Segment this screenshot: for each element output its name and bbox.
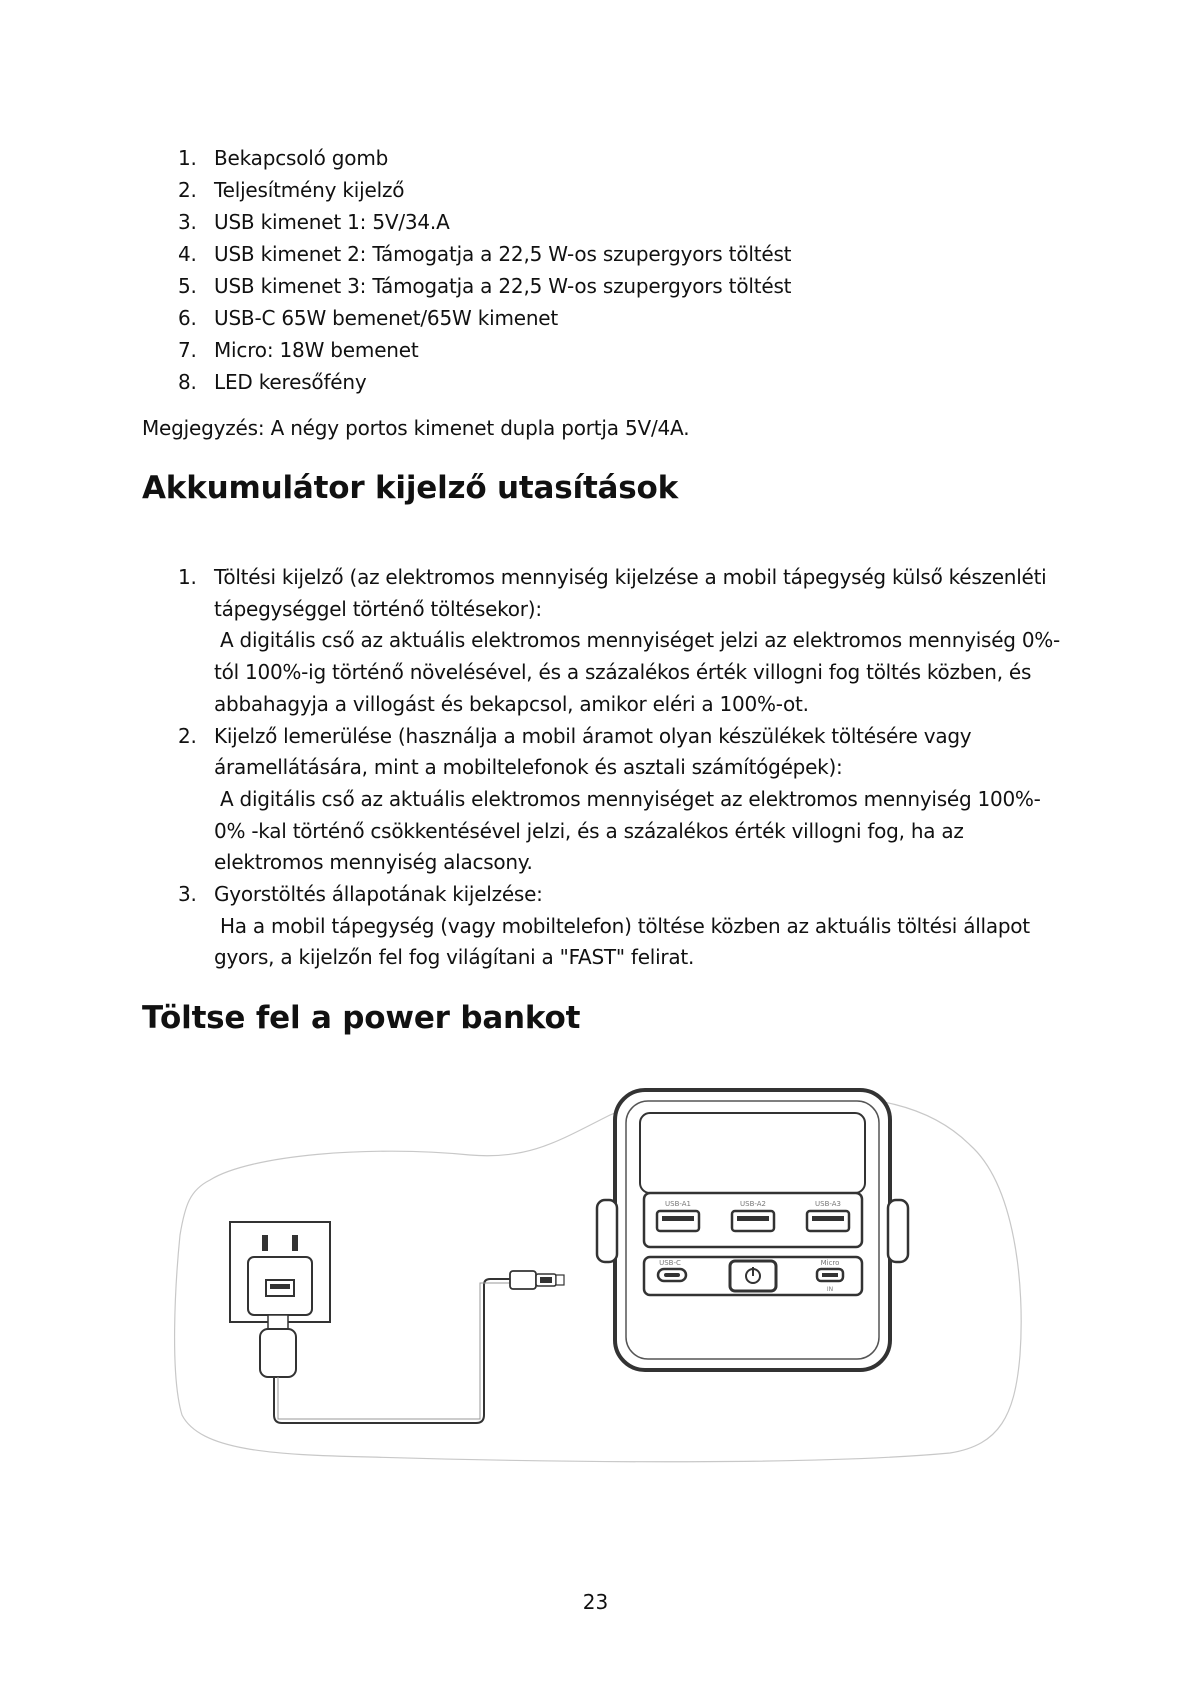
port-sub-label: IN xyxy=(826,1286,834,1293)
list-text: USB kimenet 3: Támogatja a 22,5 W-os szupergyors töltést xyxy=(214,274,792,298)
instruction-line: tápegységgel történő töltésekor): xyxy=(214,596,542,621)
outlet-slot-icon xyxy=(292,1235,298,1251)
list-text: Micro: 18W bemenet xyxy=(214,338,419,362)
note-text: Megjegyzés: A négy portos kimenet dupla portja 5V/4A. xyxy=(142,416,690,440)
list-text: Teljesítmény kijelző xyxy=(214,178,405,202)
list-text: USB kimenet 1: 5V/34.A xyxy=(214,210,450,234)
list-number: 3. xyxy=(178,210,197,234)
instruction-line: 0% -kal történő csökkentésével jelzi, és a százalékos érték villogni fog, ha az xyxy=(214,818,964,843)
page-number: 23 xyxy=(582,1590,609,1614)
section-heading-charge: Töltse fel a power bankot xyxy=(142,1000,581,1036)
left-handle xyxy=(597,1200,617,1262)
instruction-item xyxy=(0,721,1064,880)
instruction-line: Ha a mobil tápegység (vagy mobiltelefon) töltése közben az aktuális töltési állapot xyxy=(220,913,1030,938)
instruction-line: abbahagyja a villogást és bekapcsol, amikor eléri a 100%-ot. xyxy=(214,691,809,716)
power-bank-top-panel xyxy=(640,1113,865,1193)
instruction-line: Töltési kijelző (az elektromos mennyiség kijelzése a mobil tápegység külső készenléti xyxy=(214,565,1047,589)
instruction-number: 3. xyxy=(178,882,197,907)
port-label: USB-C xyxy=(659,1259,681,1267)
instruction-line: Gyorstöltés állapotának kijelzése: xyxy=(214,882,543,907)
port-label: Micro xyxy=(820,1259,840,1267)
instruction-line: A digitális cső az aktuális elektromos mennyiséget jelzi az elektromos mennyiség 0%- xyxy=(220,628,1061,653)
charging-illustration xyxy=(170,1085,1030,1465)
list-number: 8. xyxy=(178,370,197,394)
section-heading-display: Akkumulátor kijelző utasítások xyxy=(142,470,679,506)
list-text: Bekapcsoló gomb xyxy=(214,146,389,170)
usb-plug xyxy=(268,1315,288,1329)
outlet-slot-icon xyxy=(262,1235,268,1251)
right-handle xyxy=(888,1200,908,1262)
instruction-line: tól 100%-ig történő növelésével, és a százalékos érték villogni fog töltés közben, és xyxy=(214,660,1032,685)
list-text: USB kimenet 2: Támogatja a 22,5 W-os szupergyors töltést xyxy=(214,242,792,266)
list-number: 1. xyxy=(178,146,197,170)
instruction-line: A digitális cső az aktuális elektromos mennyiséget az elektromos mennyiség 100%- xyxy=(220,786,1041,811)
instruction-number: 2. xyxy=(178,723,197,748)
port-label: USB-A3 xyxy=(815,1200,841,1208)
list-number: 2. xyxy=(178,178,197,202)
list-text: LED keresőfény xyxy=(214,370,367,394)
port-label: USB-A1 xyxy=(665,1200,691,1208)
instruction-item xyxy=(0,879,1064,974)
list-number: 6. xyxy=(178,306,197,330)
list-number: 4. xyxy=(178,242,197,266)
list-number: 5. xyxy=(178,274,197,298)
usb-c-plug-body xyxy=(510,1271,536,1289)
power-bank xyxy=(597,1090,908,1370)
instruction-number: 1. xyxy=(178,565,197,589)
instruction-line: áramellátására, mint a mobiltelefonok és asztali számítógépek): xyxy=(214,755,843,780)
list-number: 7. xyxy=(178,338,197,362)
instruction-line: Kijelző lemerülése (használja a mobil áramot olyan készülékek töltésére vagy xyxy=(214,723,972,748)
port-label: USB-A2 xyxy=(740,1200,766,1208)
instruction-item xyxy=(0,562,1064,721)
usb-plug-body xyxy=(260,1329,296,1377)
list-text: USB-C 65W bemenet/65W kimenet xyxy=(214,306,559,330)
instructions-list xyxy=(0,562,1064,974)
instruction-line: gyors, a kijelzőn fel fog világítani a "FAST" felirat. xyxy=(214,945,695,970)
instruction-line: elektromos mennyiség alacsony. xyxy=(214,850,533,875)
